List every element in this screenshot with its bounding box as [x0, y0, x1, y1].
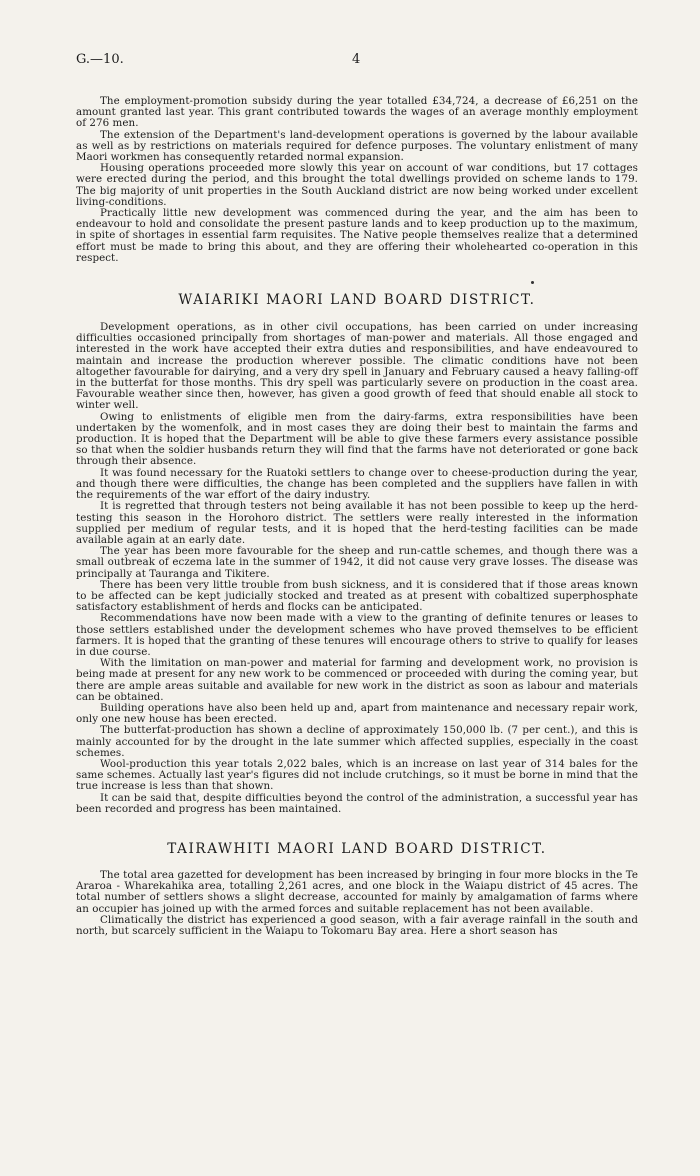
document-page: [76, 52, 638, 937]
paragraph: Development operations, as in other civil occupations, has been carried on under increasing difficulties occasioned principally from shortages of man-power and materials. All those engaged and interested in the work have accepted their extra duties and responsibilities, and have endeavoured to maintain and increase the production wherever possible. The climatic conditions have not been altogether favourable for dairying, and a very dry spell in January and February caused a heavy falling-off in the butterfat for those months. This dry spell was particularly severe on production in the coast area. Favourable weather since then, however, has given a good growth of feed that should enable all stock to winter well.: [76, 321, 638, 412]
section-heading-waiariki: WAIARIKI MAORI LAND BOARD DISTRICT.: [178, 292, 536, 309]
waiariki-section: [76, 322, 638, 815]
paragraph: Climatically the district has experienced a good season, with a fair average rainfall in the south and north, but scarcely sufficient in the Waiapu to Tokomaru Bay area. Here a short season has: [76, 913, 638, 937]
document-reference: G.—10.: [76, 52, 124, 67]
paragraph: The total area gazetted for development has been increased by bringing in four more blocks in the Te Araroa - Wharekahika area, totalling 2,261 acres, and one block in the Waiapu district of 45 acres. The total number of settlers shows a slight decrease, accounted for mainly by amalgamation of farms where an occupier has joined up with the armed forces and suitable replacement has not been available.: [76, 868, 638, 915]
paragraph: Wool-production this year totals 2,022 bales, which is an increase on last year of 314 bales for the same schemes. Actually last year's figures did not include crutchings, so it must be borne in mind that the true increase is less than that shown.: [76, 757, 638, 793]
paragraph: The butterfat-production has shown a decline of approximately 150,000 lb. (7 per cent.), and this is mainly accounted for by the drought in the late summer which affected supplies, especially in the coast schemes.: [76, 724, 638, 759]
section-heading-tairawhiti: TAIRAWHITI MAORI LAND BOARD DISTRICT.: [167, 840, 547, 857]
tairawhiti-section: [76, 870, 638, 937]
paragraph: Building operations have also been held up and, apart from maintenance and necessary repair work, only one new house has been erected.: [76, 701, 638, 726]
page-number: 4: [352, 52, 361, 67]
paragraph: With the limitation on man-power and material for farming and development work, no provision is being made at present for any new work to be commenced or proceeded with during the coming year, but there are ample areas suitable and available for new work in the district as soon as labour and materials can be obtained.: [76, 657, 638, 703]
intro-section: [76, 96, 638, 264]
paragraph: The year has been more favourable for the sheep and run-cattle schemes, and though there was a small outbreak of eczema late in the summer of 1942, it did not cause very grave losses. The disease was principally at Tauranga and Tikitere.: [76, 545, 638, 580]
paragraph: It is regretted that through testers not being available it has not been possible to keep up the herd-testing this season in the Horohoro district. The settlers were really interested in the information supplied per medium of regular tests, and it is hoped that the herd-testing facilities can be made available again at an early date.: [76, 500, 638, 546]
paragraph: Practically little new development was commenced during the year, and the aim has been to endeavour to hold and consolidate the present pasture lands and to keep production up to the maximum, in spite of shortages in essential farm requisites. The Native people themselves realize that a determined effort must be made to bring this about, and they are offering their wholehearted co-operation in this respect.: [76, 207, 638, 264]
paragraph: There has been very little trouble from bush sickness, and it is considered that if those areas known to be affected can be kept judicially stocked and treated as at present with cobaltized superphosphate satisfactory establishment of herds and flocks can be anticipated.: [76, 578, 638, 614]
paragraph: Housing operations proceeded more slowly this year on account of war conditions, but 17 cottages were erected during the period, and this brought the total dwellings provided on scheme lands to 179. The big majority of unit properties in the South Auckland district are now being worked under excellent living-conditions.: [76, 162, 638, 208]
paragraph: It can be said that, despite difficulties beyond the control of the administration, a successful year has been recorded and progress has been maintained.: [76, 791, 638, 815]
page-header: [76, 52, 638, 72]
paragraph: It was found necessary for the Ruatoki settlers to change over to cheese-production during the year, and though there were difficulties, the change has been completed and the suppliers have fallen in with the requirements of the war effort of the dairy industry.: [76, 466, 638, 502]
paragraph: Recommendations have now been made with a view to the granting of definite tenures or leases to those settlers established under the development schemes who have proved themselves to be efficient farmers. It is hoped that the granting of these tenures will encourage others to strive to qualify for leases in due course.: [76, 612, 638, 658]
paragraph: The extension of the Department's land-development operations is governed by the labour available as well as by restrictions on materials required for defence purposes. The voluntary enlistment of many Maori workmen has consequently retarded normal expansion.: [76, 128, 638, 164]
paragraph: The employment-promotion subsidy during the year totalled £34,724, a decrease of £6,251 on the amount granted last year. This grant contributed towards the wages of an average monthly employment of 276 men.: [76, 95, 638, 130]
paragraph: Owing to enlistments of eligible men from the dairy-farms, extra responsibilities have been undertaken by the womenfolk, and in most cases they are doing their best to maintain the farms and production. It is hoped that the Department will be able to give these farmers every assistance possible so that when the soldier husbands return they will find that the farms have not deteriorated or gone back through their absence.: [76, 410, 638, 468]
